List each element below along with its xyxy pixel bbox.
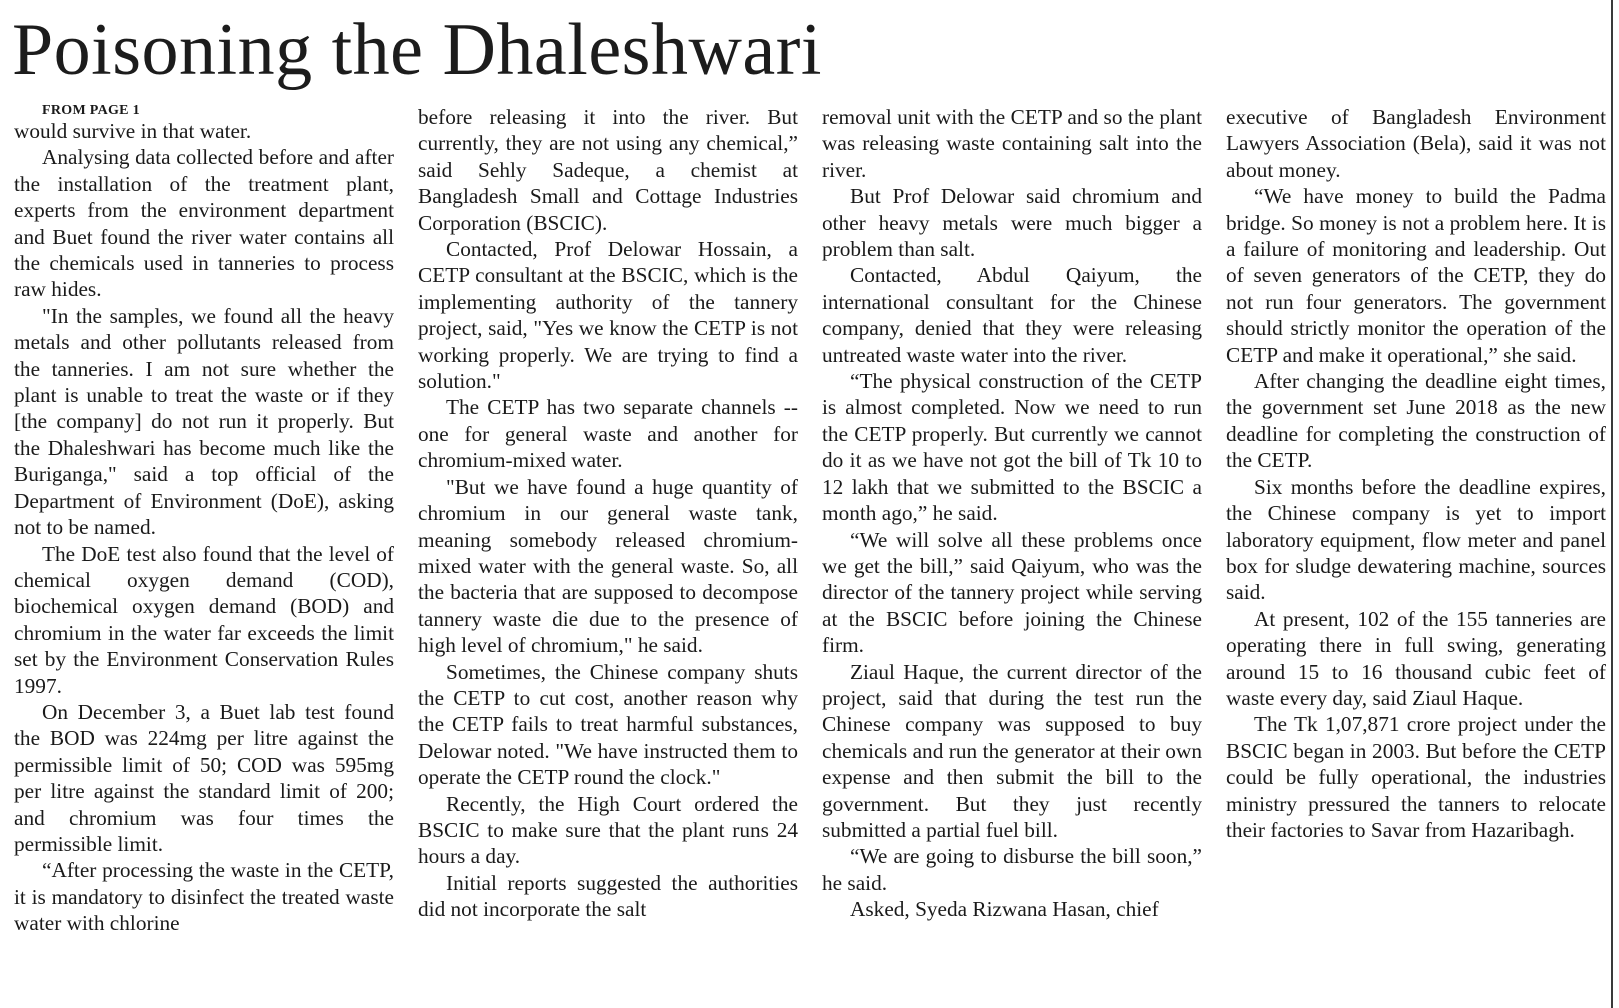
paragraph: Asked, Syeda Rizwana Hasan, chief	[850, 897, 1159, 922]
paragraph: "But we have found a huge quantity of chromium in our general waste tank, meaning somebody released chromium-mixed water with the general waste. So, all the bacteria that are supposed to decompose tannery waste die due to the presence of high level of chromium," he said.	[418, 474, 798, 658]
paragraph: “We will solve all these problems once we get the bill,” said Qaiyum, who was the director of the tannery project while serving at the BSCIC before joining the Chinese firm.	[822, 527, 1202, 658]
paragraph: Ziaul Haque, the current director of the project, said that during the test run the Chinese company was supposed to buy chemicals and run the generator at their own expense and then submit the bill to the government. But they just recently submitted a partial fuel bill.	[822, 659, 1202, 842]
paragraph: removal unit with the CETP and so the plant was releasing waste containing salt into the river.	[822, 105, 1202, 182]
paragraph: On December 3, a Buet lab test found the BOD was 224mg per litre against the permissible limit of 50; COD was 595mg per litre against the standard limit of 200; and chromium was four times the permissible limit.	[14, 699, 394, 856]
paragraph: After changing the deadline eight times, the government set June 2018 as the new deadline for completing the construction of the CETP.	[1226, 369, 1606, 473]
paragraph: “After processing the waste in the CETP, it is mandatory to disinfect the treated waste water with chlorine	[14, 858, 394, 936]
paragraph: "In the samples, we found all the heavy metals and other pollutants released from the tanneries. I am not sure whether the plant is unable to treat the waste or if they [the company] do not run it properly. But the Dhaleshwari has become much like the Buriganga," said a top official of the Department of Environment (DoE), asking not to be named.	[14, 303, 394, 540]
paragraph: At present, 102 of the 155 tanneries are operating there in full swing, generating around 15 to 16 thousand cubic feet of waste every day, said Ziaul Haque.	[1226, 606, 1606, 710]
paragraph: “The physical construction of the CETP is almost completed. Now we need to run the CETP properly. But currently we cannot do it as we have not got the bill of Tk 10 to 12 lakh that we submitted to the BSCIC a month ago,” he said.	[822, 369, 1202, 526]
column-1	[14, 104, 394, 1004]
paragraph: The Tk 1,07,871 crore project under the BSCIC began in 2003. But before the CETP could be fully operational, the industries ministry pressured the tanners to relocate their factories to Savar from Hazaribagh.	[1226, 712, 1606, 842]
headline: Poisoning the Dhaleshwari	[12, 9, 822, 91]
paragraph: But Prof Delowar said chromium and other heavy metals were much bigger a problem than salt.	[822, 184, 1202, 262]
column-3	[822, 104, 1202, 1004]
paragraph: Contacted, Prof Delowar Hossain, a CETP consultant at the BSCIC, which is the implementing authority of the tannery project, said, "Yes we know the CETP is not working properly. We are trying to find a solution."	[418, 237, 798, 394]
paragraph: would survive in that water.	[14, 119, 252, 143]
paragraph: Recently, the High Court ordered the BSCIC to make sure that the plant runs 24 hours a day.	[418, 791, 798, 869]
continuation-kicker: FROM PAGE 1	[42, 104, 140, 118]
paragraph: Sometimes, the Chinese company shuts the CETP to cut cost, another reason why the CETP fails to treat harmful substances, Delowar noted. "We have instructed them to operate the CETP round the clock."	[418, 659, 798, 790]
paragraph: “We are going to disburse the bill soon,” he said.	[822, 844, 1202, 895]
paragraph: Contacted, Abdul Qaiyum, the international consultant for the Chinese company, denied that they were releasing untreated waste water into the river.	[822, 263, 1202, 367]
paragraph: The CETP has two separate channels -- one for general waste and another for chromium-mixed water.	[418, 395, 798, 473]
paragraph: Initial reports suggested the authorities did not incorporate the salt	[418, 870, 798, 922]
paragraph: The DoE test also found that the level of chemical oxygen demand (COD), biochemical oxygen demand (BOD) and chromium in the water far exceeds the limit set by the Environment Conservation Rules 1997.	[14, 541, 394, 698]
paragraph: before releasing it into the river. But currently, they are not using any chemical,” said Sehly Sadeque, a chemist at Bangladesh Small and Cottage Industries Corporation (BSCIC).	[418, 105, 798, 235]
column-4	[1226, 104, 1606, 1004]
paragraph: Six months before the deadline expires, the Chinese company is yet to import laboratory equipment, flow meter and panel box for sludge dewatering machine, sources said.	[1226, 474, 1606, 605]
column-2	[418, 104, 798, 1004]
paragraph: “We have money to build the Padma bridge. So money is not a problem here. It is a failure of monitoring and leadership. Out of seven generators of the CETP, they do not run four generators. The government should strictly monitor the operation of the CETP and make it operational,” she said.	[1226, 184, 1606, 367]
column-rule	[1611, 0, 1613, 1008]
paragraph: Analysing data collected before and after the installation of the treatment plant, experts from the environment department and Buet found the river water contains all the chemicals used in tanneries to process raw hides.	[14, 145, 394, 302]
paragraph: executive of Bangladesh Environment Lawyers Association (Bela), said it was not about money.	[1226, 105, 1606, 182]
